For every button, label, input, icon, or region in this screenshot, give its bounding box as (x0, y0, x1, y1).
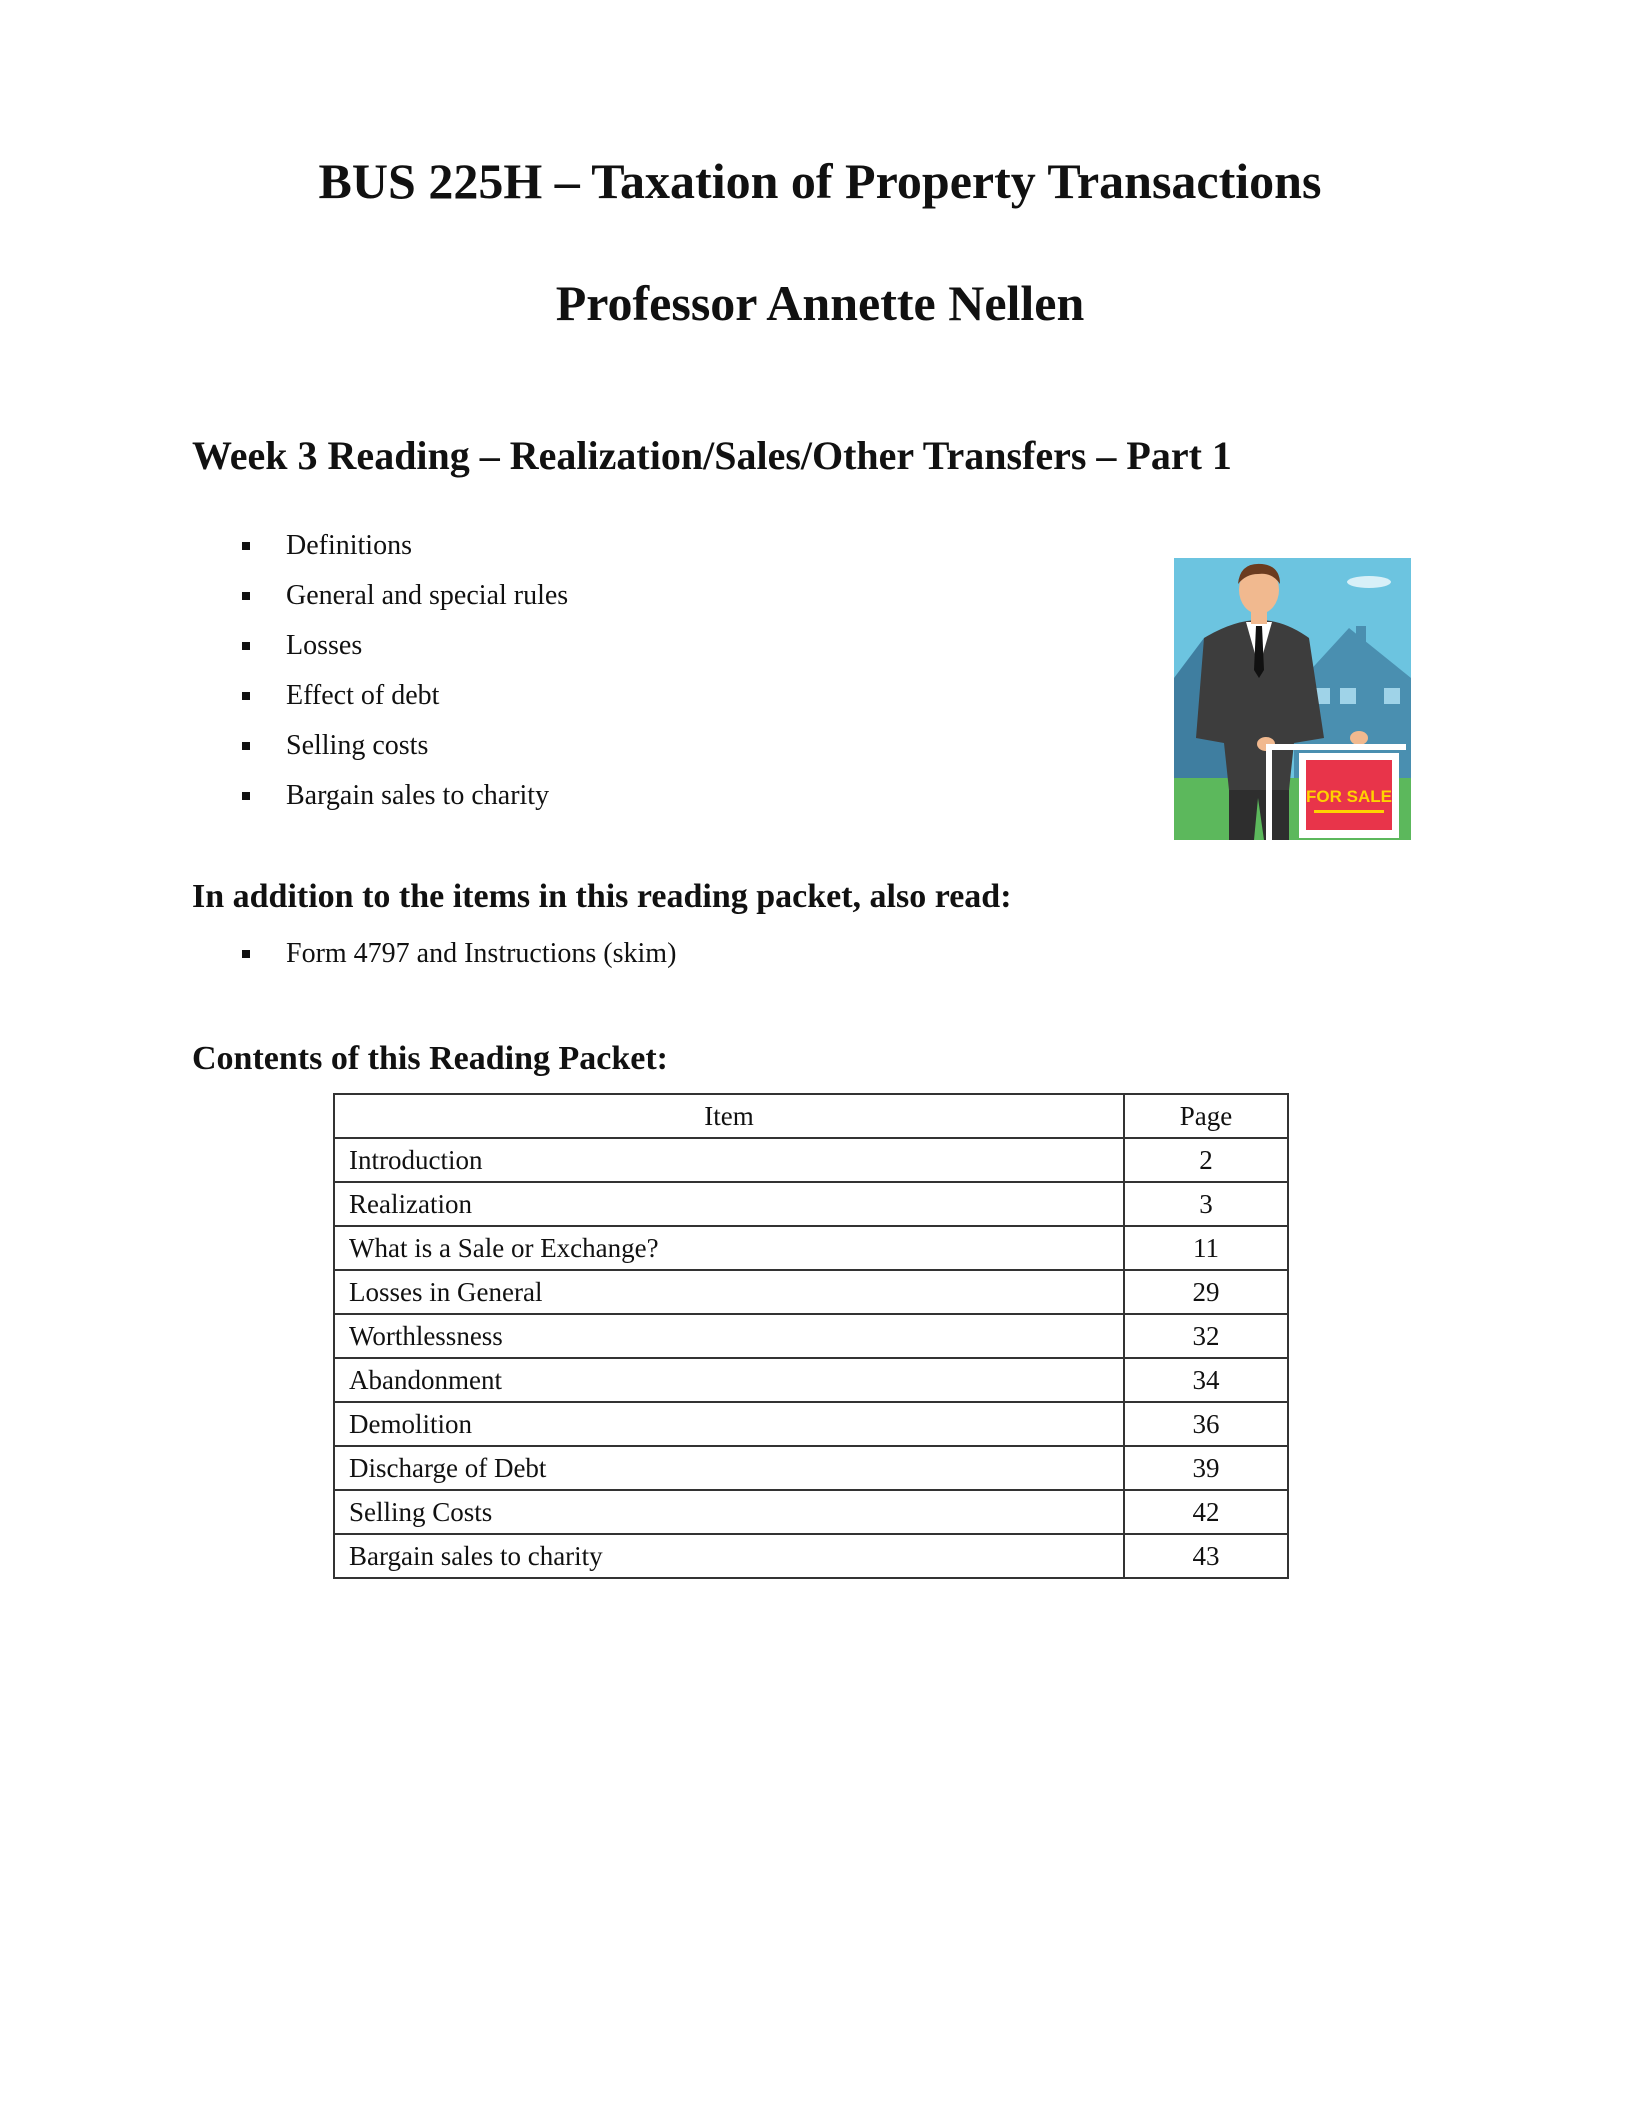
page-cell: 3 (1124, 1182, 1288, 1226)
table-row (334, 1358, 1288, 1402)
bullet-icon (242, 692, 250, 700)
bullet-icon (242, 742, 250, 750)
column-header-page: Page (1124, 1094, 1288, 1138)
item-cell: Selling Costs (334, 1490, 1124, 1534)
man-hand (1350, 731, 1368, 745)
topic-label: Bargain sales to charity (286, 780, 550, 811)
item-cell: Discharge of Debt (334, 1446, 1124, 1490)
course-title: BUS 225H – Taxation of Property Transactions (318, 153, 1322, 209)
table-row (334, 1446, 1288, 1490)
bullet-icon (242, 592, 250, 600)
item-cell: What is a Sale or Exchange? (334, 1226, 1124, 1270)
table-row (334, 1270, 1288, 1314)
item-cell: Losses in General (334, 1270, 1124, 1314)
bullet-icon (242, 542, 250, 550)
table-header-row (334, 1094, 1288, 1138)
list-item (242, 728, 568, 778)
also-read-heading: In addition to the items in this reading packet, also read: (192, 878, 1012, 915)
sign-text: FOR SALE (1306, 787, 1392, 806)
column-header-item: Item (334, 1094, 1124, 1138)
table-row (334, 1138, 1288, 1182)
topic-label: Selling costs (286, 730, 429, 761)
list-item (242, 778, 568, 828)
week-heading: Week 3 Reading – Realization/Sales/Other Transfers – Part 1 (192, 433, 1232, 478)
cloud-shape (1347, 576, 1391, 588)
list-item (242, 578, 568, 628)
page-cell: 32 (1124, 1314, 1288, 1358)
house-window (1384, 688, 1400, 704)
page-cell: 43 (1124, 1534, 1288, 1578)
contents-heading: Contents of this Reading Packet: (192, 1040, 668, 1077)
list-item (242, 628, 568, 678)
topic-list (242, 528, 568, 828)
item-cell: Introduction (334, 1138, 1124, 1182)
list-item (242, 936, 676, 986)
chimney-shape (1356, 626, 1366, 650)
item-cell: Demolition (334, 1402, 1124, 1446)
table-row (334, 1314, 1288, 1358)
also-read-label: Form 4797 and Instructions (skim) (286, 938, 677, 969)
table-row (334, 1490, 1288, 1534)
also-read-list (242, 936, 676, 986)
table-row (334, 1402, 1288, 1446)
topic-label: General and special rules (286, 580, 569, 611)
item-cell: Bargain sales to charity (334, 1534, 1124, 1578)
sign-underline (1314, 810, 1384, 813)
table-row (334, 1534, 1288, 1578)
bullet-icon (242, 950, 250, 958)
topic-label: Losses (286, 630, 363, 661)
item-cell: Realization (334, 1182, 1124, 1226)
page-cell: 11 (1124, 1226, 1288, 1270)
topic-label: Definitions (286, 530, 412, 561)
page-cell: 34 (1124, 1358, 1288, 1402)
list-item (242, 528, 568, 578)
page-cell: 42 (1124, 1490, 1288, 1534)
topic-label: Effect of debt (286, 680, 440, 711)
bullet-icon (242, 642, 250, 650)
house-window (1340, 688, 1356, 704)
for-sale-clipart (1174, 558, 1411, 840)
page-cell: 29 (1124, 1270, 1288, 1314)
table-row (334, 1182, 1288, 1226)
list-item (242, 678, 568, 728)
item-cell: Worthlessness (334, 1314, 1124, 1358)
page-cell: 39 (1124, 1446, 1288, 1490)
professor-name: Professor Annette Nellen (555, 275, 1085, 331)
page-cell: 2 (1124, 1138, 1288, 1182)
item-cell: Abandonment (334, 1358, 1124, 1402)
sign-bar (1266, 744, 1406, 750)
page-cell: 36 (1124, 1402, 1288, 1446)
contents-table (333, 1093, 1289, 1579)
table-row (334, 1226, 1288, 1270)
sign-post (1266, 744, 1272, 840)
bullet-icon (242, 792, 250, 800)
